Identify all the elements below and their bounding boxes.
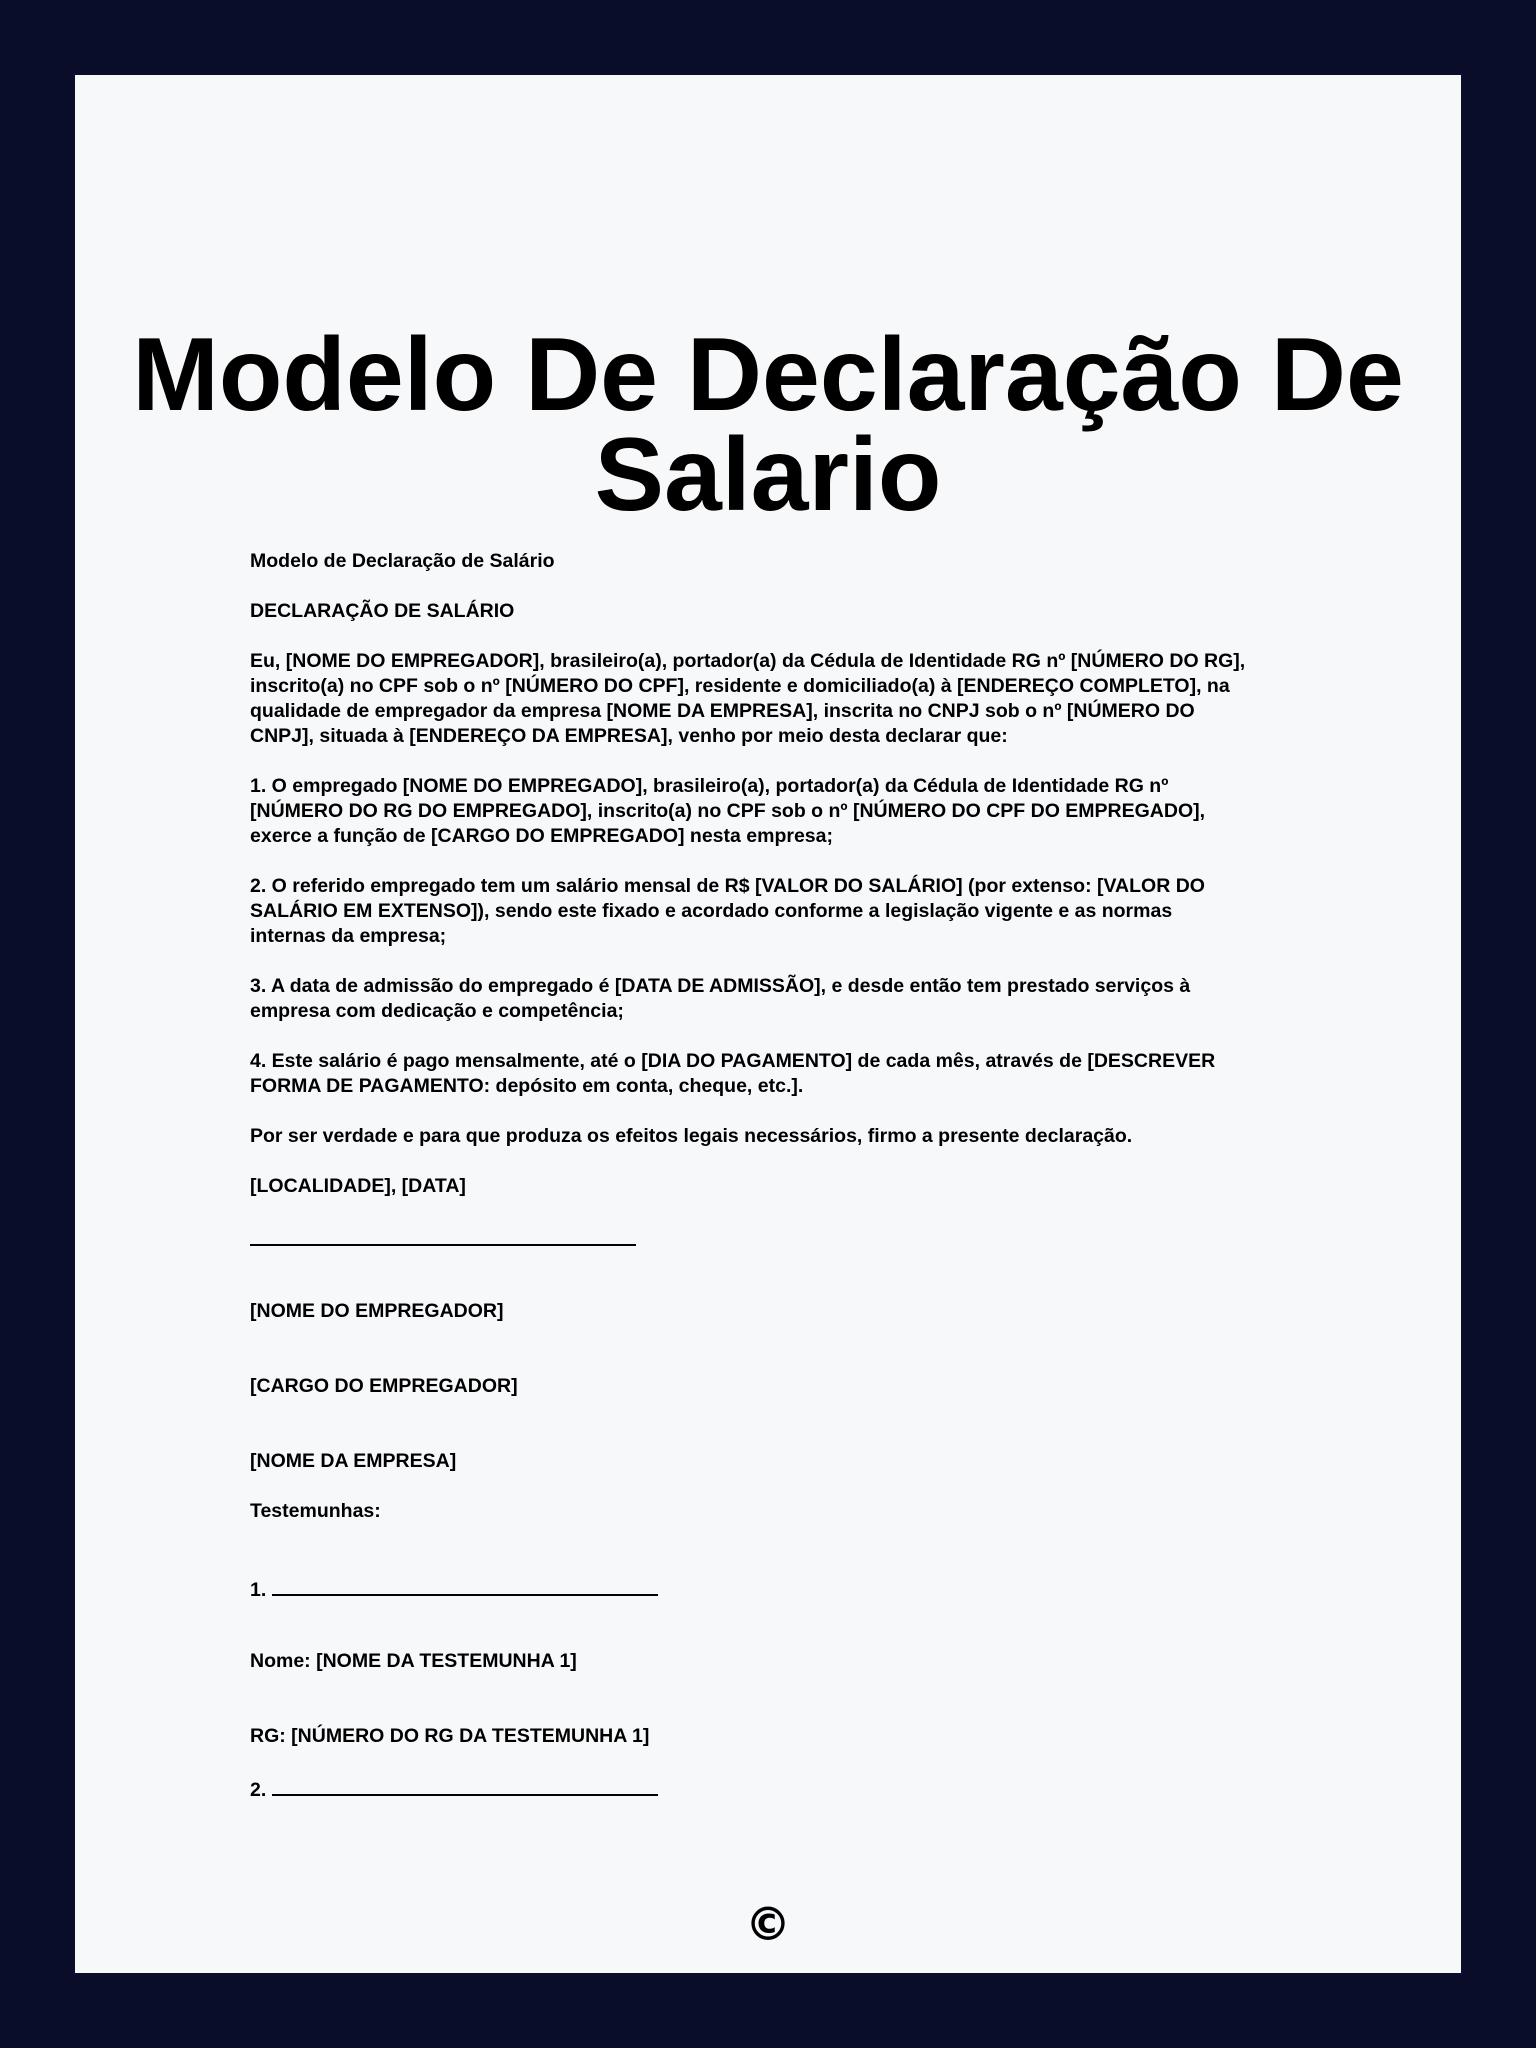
employer-role: [CARGO DO EMPREGADOR] — [250, 1375, 518, 1397]
item-2-line: SALÁRIO EM EXTENSO]), sendo este fixado e acordado conforme a legislação vigente e as normas — [250, 900, 1173, 922]
witness-1-signature-line — [250, 1574, 1280, 1603]
witness-1-rg: RG: [NÚMERO DO RG DA TESTEMUNHA 1] — [250, 1725, 650, 1747]
item-1-line: [NÚMERO DO RG DO EMPREGADO], inscrito(a) no CPF sob o nº [NÚMERO DO CPF DO EMPREGADO], — [250, 800, 1206, 822]
document-subheading: DECLARAÇÃO DE SALÁRIO — [250, 600, 515, 622]
item-2-line: internas da empresa; — [250, 925, 447, 947]
witnesses-label: Testemunhas: — [250, 1500, 381, 1522]
item-2-line: 2. O referido empregado tem um salário mensal de R$ [VALOR DO SALÁRIO] (por extenso: [VALOR DO — [250, 875, 1205, 897]
employer-name: [NOME DO EMPREGADOR] — [250, 1300, 504, 1322]
employer-signature-line — [250, 1224, 1280, 1253]
witness-2-signature-line — [250, 1774, 1280, 1803]
item-3-line: empresa com dedicação e competência; — [250, 1000, 624, 1022]
document-title — [75, 317, 1461, 533]
place-date: [LOCALIDADE], [DATA] — [250, 1175, 466, 1197]
document-page — [75, 75, 1461, 1973]
signature-rule — [272, 1574, 658, 1596]
closing-statement: Por ser verdade e para que produza os efeitos legais necessários, firmo a presente declaração. — [250, 1125, 1133, 1147]
item-3-line: 3. A data de admissão do empregado é [DATA DE ADMISSÃO], e desde então tem prestado serviços à — [250, 975, 1191, 997]
intro-line: inscrito(a) no CPF sob o nº [NÚMERO DO CPF], residente e domiciliado(a) à [ENDEREÇO COMPLETO], na — [250, 675, 1230, 697]
signature-rule — [250, 1224, 636, 1246]
witness-2-number: 2. — [250, 1779, 267, 1801]
witness-1-number: 1. — [250, 1579, 267, 1601]
intro-line: Eu, [NOME DO EMPREGADOR], brasileiro(a), portador(a) da Cédula de Identidade RG nº [NÚMERO DO RG], — [250, 650, 1246, 672]
item-4-line: 4. Este salário é pago mensalmente, até o [DIA DO PAGAMENTO] de cada mês, através de [DESCREVER — [250, 1050, 1216, 1072]
intro-line: qualidade de empregador da empresa [NOME DA EMPRESA], inscrita no CNPJ sob o nº [NÚMERO DO — [250, 700, 1195, 722]
intro-line: CNPJ], situada à [ENDEREÇO DA EMPRESA], venho por meio desta declarar que: — [250, 725, 1008, 747]
item-1-line: 1. O empregado [NOME DO EMPREGADO], brasileiro(a), portador(a) da Cédula de Identidade RG nº — [250, 775, 1169, 797]
title-line-2: Salario — [594, 417, 942, 533]
company-name: [NOME DA EMPRESA] — [250, 1450, 457, 1472]
title-line-1: Modelo De Declaração De — [132, 317, 1404, 433]
witness-1-name: Nome: [NOME DA TESTEMUNHA 1] — [250, 1650, 577, 1672]
signature-rule — [272, 1774, 658, 1796]
item-1-line: exerce a função de [CARGO DO EMPREGADO] nesta empresa; — [250, 825, 833, 847]
item-4-line: FORMA DE PAGAMENTO: depósito em conta, cheque, etc.]. — [250, 1075, 804, 1097]
copyright-icon: © — [745, 1897, 791, 1951]
document-heading: Modelo de Declaração de Salário — [250, 550, 555, 572]
